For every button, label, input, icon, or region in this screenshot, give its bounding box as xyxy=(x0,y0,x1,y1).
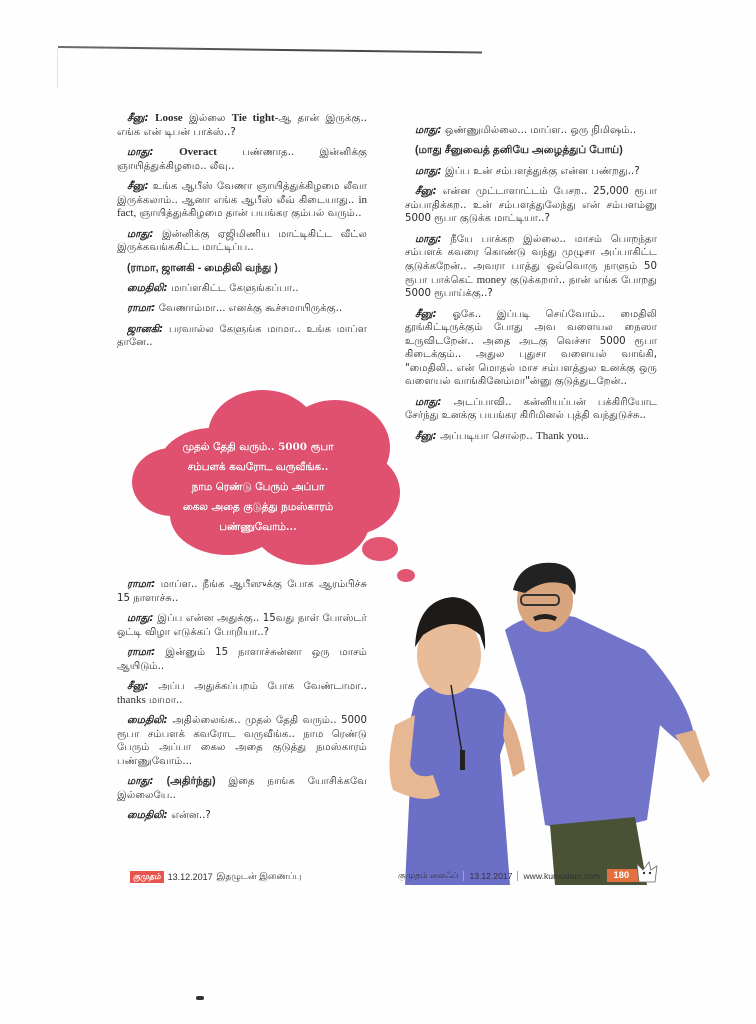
dialogue-text: money xyxy=(476,273,507,286)
stage-direction xyxy=(405,144,657,158)
speaker-name: சீனு: xyxy=(127,180,153,192)
page-edge-mark xyxy=(57,48,58,88)
footer-date: 13.12.2017 xyxy=(469,870,513,881)
speaker-name: மாது: xyxy=(415,233,451,245)
magazine-logo: குமுதம் xyxy=(130,871,164,883)
speaker-name: சீனு: xyxy=(415,186,443,198)
dialogue-line xyxy=(117,180,367,221)
page-number: 180 xyxy=(607,869,639,882)
dialogue-line xyxy=(117,228,367,255)
dialogue-text: Tie tight- xyxy=(231,112,279,124)
dialogue-text: என்ன முட்டாளாட்டம் பேசற.. 25,000 ரூபா சம்பாதிக்கற.. உன் சம்பளத்துலேந்து என் சம்பளம்னு 5000 ரூபா குடுக்க மாட்டியா..? xyxy=(405,186,657,225)
dialogue-line xyxy=(117,323,367,350)
cloud-line: பண்ணுவோம்... xyxy=(219,521,297,533)
dialogue-text: மாப்ளகிட்ட கேளுங்கப்பா.. xyxy=(171,282,299,294)
speaker-name: ராமா: xyxy=(127,579,161,590)
cat-mascot-icon xyxy=(633,858,661,884)
footer-supplement: இதழுடன் இணைப்பு xyxy=(216,871,302,881)
speaker-name: ஜானகி: xyxy=(127,323,170,335)
dialogue-text: இதை நாங்க யோசிக்கவே இல்லையே.. xyxy=(117,776,367,801)
speaker-name: மாது: xyxy=(415,396,454,408)
speaker-name: மைதிலி: xyxy=(127,282,172,294)
dialogue-line xyxy=(117,578,367,605)
speaker-name: சீனு: xyxy=(127,680,159,692)
dialogue-text: குடுக்கறார்.. நான் எங்க போறது 5000 ரூபாய்க்கு..? xyxy=(405,274,657,300)
speaker-name: மாது: xyxy=(415,125,445,136)
speaker-name: மாது: xyxy=(127,776,167,788)
dialogue-text: ஆ தான் இருக்கு.. எங்க என் டிபன் பாக்ஸ்..? xyxy=(117,113,367,138)
dialogue-column-left-bottom xyxy=(117,578,367,829)
dialogue-text: உங்க ஆபீஸ் வேணா ஞாயித்துக்கிழமை லீவா இருக்கலாம்.. ஆனா எங்க ஆபீஸ் லீவ் கிடையாது.. xyxy=(117,180,367,206)
dialogue-text: வேணாம்மா... எனக்கு கூச்சமாயிருக்கு.. xyxy=(158,303,343,315)
dialogue-text: அப்படியா சொல்ற.. xyxy=(440,430,536,442)
dialogue-line xyxy=(117,680,367,707)
dialogue-line xyxy=(405,396,657,423)
speaker-name: ராமா: xyxy=(127,646,166,658)
dialogue-text: இப்ப உன் சம்பளத்துக்கு என்ன பண்றது..? xyxy=(444,165,640,177)
dialogue-line xyxy=(405,430,657,444)
speaker-name: மாது: xyxy=(127,228,162,240)
dialogue-text: அடப்பாவி.. கன்னியப்பன் பக்கிரியோட சேர்ந்து உனக்கு பயங்கர கிரிமினல் புத்தி வந்துடுச்சு.. xyxy=(405,396,657,422)
footer-date: 13.12.2017 xyxy=(167,872,213,882)
speaker-name: மாது: xyxy=(127,612,158,624)
dialogue-line xyxy=(117,112,367,139)
cloud-line: சம்பளக் கவரோட வருவீங்க.. xyxy=(187,461,329,473)
actors-photo xyxy=(385,555,725,885)
dialogue-text: இன்னிக்கு ஏஜிமிணிய மாட்டிகிட்ட வீட்ல இருக்கவங்ககிட்ட மாட்டிப்ப.. xyxy=(117,228,367,254)
dialogue-text: ஓகே.. இப்படி செய்வோம்.. மைதிலி தூங்கிட்டிருக்கும் போது அவ வளையல நைஸா உருவிடறேன்.. அதை அடகு வெச்சா 5000 ரூபா கிடைக்கும்.. அதுல புதுசா வளையல் வாங்கி, "மைதிலி.. என் மொதல் மாச சம்பளத்துல உனக்கு ஒரு வளையல் வாங்கினேம்மா"ன்னு குடுத்துடறேன்.. xyxy=(405,308,657,388)
dialogue-text: நீயே பாக்கற இல்லை.. மாசம் பொறந்தா சம்பளக் கவரை கொண்டு வந்து முழுசா அப்பாகிட்ட குடுக்கறேன்.. அவரா பாத்து ஒவ்வொரு நாளும் 50 ரூபா பாக்கெட் xyxy=(405,233,657,286)
dialogue-line xyxy=(117,775,367,802)
speaker-name: மாது: xyxy=(415,165,445,177)
speaker-name: சீனு: xyxy=(127,113,156,124)
footer-right xyxy=(398,869,639,882)
dialogue-line xyxy=(117,612,367,639)
dialogue-line xyxy=(117,646,367,673)
dialogue-text: ஒண்ணுமில்லை... மாப்ள.. ஒரு நிமிஷம்.. xyxy=(444,125,637,136)
dialogue-text: மாப்ள.. நீங்க ஆபீஸுக்கு போக ஆரம்பிச்சு 15 நாளாச்சு.. xyxy=(117,579,367,604)
dialogue-text: in fact, xyxy=(117,193,367,220)
dialogue-text: Loose xyxy=(155,112,183,124)
dialogue-line xyxy=(117,714,367,768)
speaker-name: சீனு: xyxy=(415,430,441,442)
dialogue-text: Thank you.. xyxy=(535,429,589,442)
dialogue-text: (அதிர்ந்து) xyxy=(166,775,216,788)
dialogue-line xyxy=(405,233,657,301)
print-smudge xyxy=(196,996,204,1000)
dialogue-text: அப்ப அதுக்கப்பறம் போக வேண்டாமா.. xyxy=(158,680,367,692)
speaker-name: மைதிலி: xyxy=(127,810,172,822)
cloud-line: முதல் தேதி வரும்.. 5000 ரூபா xyxy=(182,441,334,453)
dialogue-text: Overact xyxy=(179,145,217,158)
footer-separator xyxy=(463,871,464,881)
speaker-name: மாது: xyxy=(127,146,180,158)
cloud-line: கைல அதை குடுத்து நமஸ்காரம் xyxy=(182,501,334,513)
footer-separator xyxy=(517,871,518,881)
dialogue-text: ஞாயித்துக்கிழமை தான் பயங்கர கும்பல் வரும்.. xyxy=(136,208,362,220)
stage-direction xyxy=(117,262,367,276)
speaker-name: சீனு: xyxy=(415,308,453,320)
dialogue-line xyxy=(117,809,367,823)
footer-title: குமுதம் லைஃப் xyxy=(398,869,459,880)
dialogue-line xyxy=(405,165,657,179)
dialogue-column-left-top xyxy=(117,112,367,357)
dialogue-text: இல்லை xyxy=(182,113,232,124)
dialogue-line xyxy=(117,282,367,296)
thought-cloud-text xyxy=(158,437,358,537)
dialogue-text: இப்ப என்ன அதுக்கு.. 15வது நாள் போஸ்டர் ஒட்டி விழா எடுக்கப் போறியா..? xyxy=(117,612,367,638)
dialogue-text: அதில்லைங்க.. முதல் தேதி வரும்.. 5000 ரூபா சம்பளக் கவரோட வருவீங்க.. நாம ரெண்டு பேரும் அப்பா கைல அதை குடுத்து நமஸ்காரம் பண்ணுவோம்... xyxy=(117,714,367,767)
footer-left xyxy=(130,871,301,883)
speaker-name: மைதிலி: xyxy=(127,714,173,726)
stage-direction-text: (ராமா, ஜானகி - மைதிலி வந்து ) xyxy=(127,261,278,274)
dialogue-text: மாமா.. xyxy=(145,694,183,706)
dialogue-text: இன்னும் 15 நாளாச்சுன்னா ஒரு மாசம் ஆயிடும்.. xyxy=(117,646,367,672)
footer-website[interactable]: www.kumudam.com xyxy=(523,870,601,881)
dialogue-text: என்ன..? xyxy=(171,810,211,822)
dialogue-line xyxy=(405,124,657,138)
dialogue-line xyxy=(117,302,367,316)
dialogue-text: thanks xyxy=(117,693,146,706)
dialogue-line xyxy=(117,146,367,173)
stage-direction-text: (மாது சீனுவைத் தனியே அழைத்துப் போய்) xyxy=(415,144,623,157)
cloud-line: நாம ரெண்டு பேரும் அப்பா xyxy=(191,481,325,493)
dialogue-column-right xyxy=(405,124,657,450)
dialogue-text: பண்ணாத.. இன்னிக்கு ஞாயித்துக்கிழமை.. லீவு.. xyxy=(117,146,367,172)
header-rule xyxy=(58,46,482,54)
dialogue-line xyxy=(405,185,657,226)
speaker-name: ராமா: xyxy=(127,303,159,315)
dialogue-text: பரவால்ல கேளுங்க மாமா.. உங்க மாப்ள தானே.. xyxy=(117,323,367,349)
dialogue-line xyxy=(405,308,657,390)
